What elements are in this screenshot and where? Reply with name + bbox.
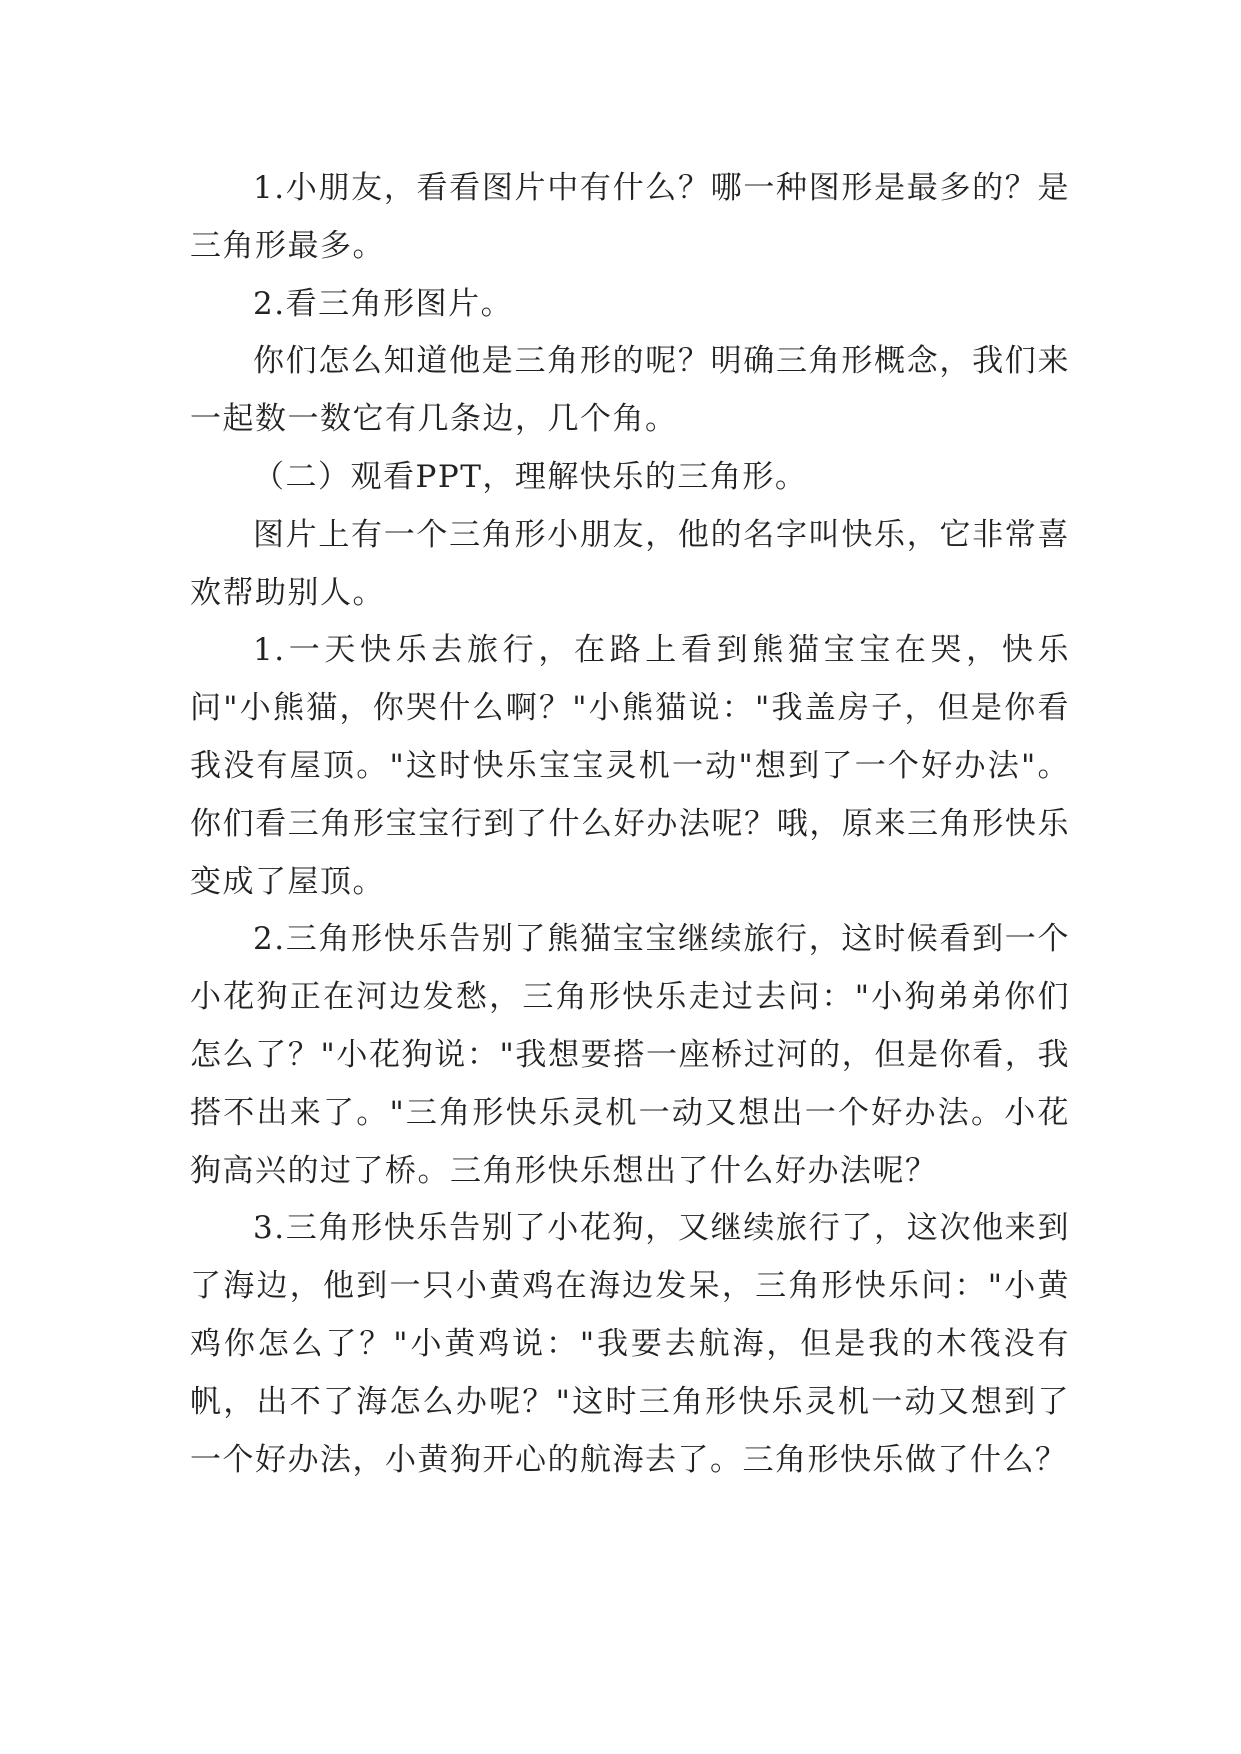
- paragraph-story-panda: 1.一天快乐去旅行，在路上看到熊猫宝宝在哭，快乐问"小熊猫，你哭什么啊？"小熊猫说："我盖房子，但是你看我没有屋顶。"这时快乐宝宝灵机一动"想到了一个好办法"。你们看三角形宝宝行到了什么好办法呢？哦，原来三角形快乐变成了屋顶。: [190, 632, 1070, 900]
- section-heading-ppt: （二）观看PPT，理解快乐的三角形。: [253, 458, 808, 495]
- document-body: [190, 160, 1070, 1489]
- paragraph-story-dog: 2.三角形快乐告别了熊猫宝宝继续旅行，这时候看到一个小花狗正在河边发愁，三角形快乐走过去问："小狗弟弟你们怎么了？"小花狗说："我想要搭一座桥过河的，但是你看，我搭不出来了。"三角形快乐灵机一动又想出一个好办法。小花狗高兴的过了桥。三角形快乐想出了什么好办法呢？: [190, 921, 1070, 1189]
- paragraph-triangle-concept: 你们怎么知道他是三角形的呢？明确三角形概念，我们来一起数一数它有几条边，几个角。: [190, 343, 1070, 438]
- paragraph-intro-question: 1.小朋友，看看图片中有什么？哪一种图形是最多的？是三角形最多。: [190, 170, 1070, 264]
- paragraph-story-chick: 3.三角形快乐告别了小花狗，又继续旅行了，这次他来到了海边，他到一只小黄鸡在海边发呆，三角形快乐问："小黄鸡你怎么了？"小黄鸡说："我要去航海，但是我的木筏没有帆，出不了海怎么办呢？"这时三角形快乐灵机一动又想到了一个好办法，小黄狗开心的航海去了。三角形快乐做了什么？: [190, 1210, 1070, 1478]
- paragraph-look-triangle: 2.看三角形图片。: [253, 285, 514, 322]
- paragraph-happy-triangle: 图片上有一个三角形小朋友，他的名字叫快乐，它非常喜欢帮助别人。: [190, 516, 1070, 611]
